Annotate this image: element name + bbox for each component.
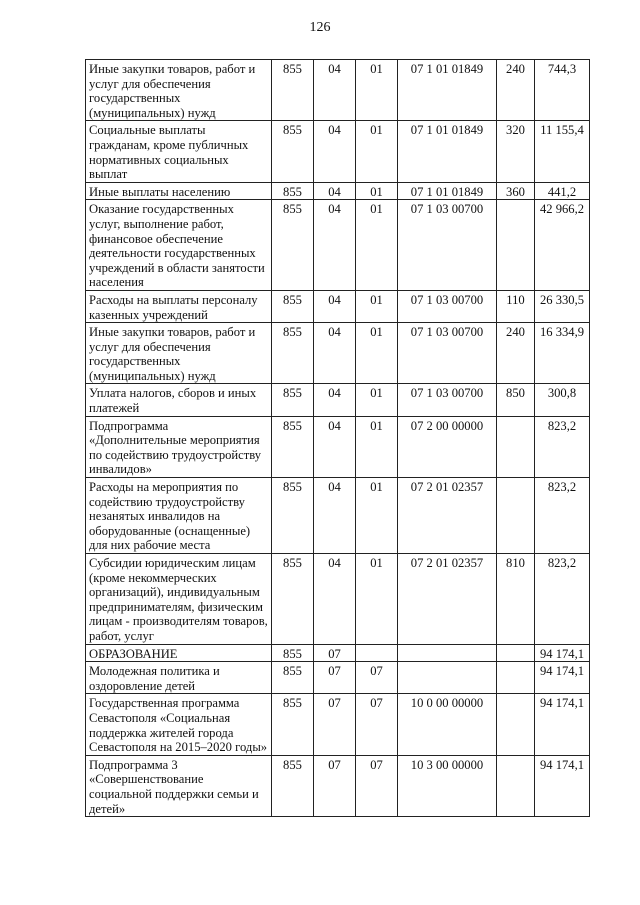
row-gr: 855 [272, 478, 314, 554]
row-gr: 855 [272, 644, 314, 662]
row-rz: 04 [314, 60, 356, 121]
row-name: Оказание государственных услуг, выполнение работ, финансовое обеспечение деятельности государственных учреждений в области занятости населения [86, 200, 272, 291]
row-rz: 04 [314, 478, 356, 554]
table-row [86, 416, 590, 477]
page-number: 126 [309, 20, 331, 35]
row-rz: 04 [314, 182, 356, 200]
row-gr: 855 [272, 384, 314, 416]
row-pr: 07 [356, 662, 398, 694]
row-gr: 855 [272, 755, 314, 816]
row-amount: 94 174,1 [535, 662, 590, 694]
row-amount: 11 155,4 [535, 121, 590, 182]
row-csr: 07 1 03 00700 [398, 384, 497, 416]
row-vr: 810 [497, 554, 535, 645]
row-pr [356, 644, 398, 662]
row-name: Молодежная политика и оздоровление детей [86, 662, 272, 694]
row-pr: 07 [356, 755, 398, 816]
row-pr: 01 [356, 182, 398, 200]
row-rz: 04 [314, 323, 356, 384]
row-name: Государственная программа Севастополя «Социальная поддержка жителей города Севастополя на 2015–2020 годы» [86, 694, 272, 755]
row-vr: 110 [497, 290, 535, 322]
row-gr: 855 [272, 554, 314, 645]
table-row [86, 384, 590, 416]
row-name: ОБРАЗОВАНИЕ [86, 644, 272, 662]
row-name: Расходы на выплаты персоналу казенных учреждений [86, 290, 272, 322]
row-pr: 01 [356, 290, 398, 322]
table-row [86, 200, 590, 291]
row-rz: 07 [314, 755, 356, 816]
row-amount: 441,2 [535, 182, 590, 200]
row-pr: 01 [356, 478, 398, 554]
row-rz: 04 [314, 554, 356, 645]
table-row [86, 694, 590, 755]
row-csr: 07 1 01 01849 [398, 60, 497, 121]
row-name: Подпрограмма «Дополнительные мероприятия по содействию трудоустройству инвалидов» [86, 416, 272, 477]
row-vr: 850 [497, 384, 535, 416]
table-row [86, 478, 590, 554]
row-pr: 01 [356, 554, 398, 645]
table-row [86, 323, 590, 384]
row-rz: 04 [314, 290, 356, 322]
row-csr: 07 2 00 00000 [398, 416, 497, 477]
row-name: Подпрограмма 3 «Совершенствование социальной поддержки семьи и детей» [86, 755, 272, 816]
row-csr: 07 2 01 02357 [398, 554, 497, 645]
table-row [86, 554, 590, 645]
row-amount: 823,2 [535, 478, 590, 554]
row-vr [497, 416, 535, 477]
row-amount: 16 334,9 [535, 323, 590, 384]
row-csr: 07 1 01 01849 [398, 182, 497, 200]
row-amount: 94 174,1 [535, 694, 590, 755]
row-vr: 240 [497, 60, 535, 121]
row-amount: 42 966,2 [535, 200, 590, 291]
row-vr: 320 [497, 121, 535, 182]
row-amount: 823,2 [535, 416, 590, 477]
row-pr: 01 [356, 384, 398, 416]
table-row [86, 644, 590, 662]
table-row [86, 755, 590, 816]
row-name: Иные закупки товаров, работ и услуг для обеспечения государственных (муниципальных) нужд [86, 60, 272, 121]
row-vr [497, 200, 535, 291]
row-pr: 01 [356, 121, 398, 182]
table-row [86, 662, 590, 694]
row-name: Иные закупки товаров, работ и услуг для обеспечения государственных (муниципальных) нужд [86, 323, 272, 384]
row-pr: 01 [356, 416, 398, 477]
row-pr: 07 [356, 694, 398, 755]
row-amount: 823,2 [535, 554, 590, 645]
row-name: Социальные выплаты гражданам, кроме публичных нормативных социальных выплат [86, 121, 272, 182]
row-rz: 07 [314, 694, 356, 755]
row-name: Субсидии юридическим лицам (кроме некоммерческих организаций), индивидуальным предпринимателям, физическим лицам - производителям товаров, работ, услуг [86, 554, 272, 645]
row-vr [497, 478, 535, 554]
row-vr: 360 [497, 182, 535, 200]
row-amount: 744,3 [535, 60, 590, 121]
row-vr: 240 [497, 323, 535, 384]
row-vr [497, 755, 535, 816]
row-gr: 855 [272, 200, 314, 291]
row-gr: 855 [272, 121, 314, 182]
row-rz: 04 [314, 416, 356, 477]
row-pr: 01 [356, 200, 398, 291]
row-name: Расходы на мероприятия по содействию трудоустройству незанятых инвалидов на оборудованные (оснащенные) для них рабочие места [86, 478, 272, 554]
row-csr [398, 662, 497, 694]
row-name: Иные выплаты населению [86, 182, 272, 200]
row-vr [497, 644, 535, 662]
row-csr: 07 1 03 00700 [398, 290, 497, 322]
row-amount: 300,8 [535, 384, 590, 416]
row-rz: 04 [314, 121, 356, 182]
budget-table [85, 59, 590, 817]
table-row [86, 290, 590, 322]
row-csr: 07 1 03 00700 [398, 200, 497, 291]
row-amount: 94 174,1 [535, 755, 590, 816]
row-vr [497, 662, 535, 694]
table-row [86, 182, 590, 200]
row-csr: 07 1 01 01849 [398, 121, 497, 182]
row-csr [398, 644, 497, 662]
row-csr: 10 0 00 00000 [398, 694, 497, 755]
row-csr: 07 2 01 02357 [398, 478, 497, 554]
row-gr: 855 [272, 182, 314, 200]
row-csr: 07 1 03 00700 [398, 323, 497, 384]
row-amount: 26 330,5 [535, 290, 590, 322]
row-rz: 04 [314, 384, 356, 416]
row-amount: 94 174,1 [535, 644, 590, 662]
row-gr: 855 [272, 60, 314, 121]
row-rz: 07 [314, 644, 356, 662]
row-pr: 01 [356, 60, 398, 121]
row-rz: 04 [314, 200, 356, 291]
row-gr: 855 [272, 662, 314, 694]
row-vr [497, 694, 535, 755]
table-row [86, 121, 590, 182]
row-gr: 855 [272, 290, 314, 322]
row-name: Уплата налогов, сборов и иных платежей [86, 384, 272, 416]
row-gr: 855 [272, 416, 314, 477]
table-row [86, 60, 590, 121]
row-csr: 10 3 00 00000 [398, 755, 497, 816]
row-gr: 855 [272, 323, 314, 384]
row-gr: 855 [272, 694, 314, 755]
row-pr: 01 [356, 323, 398, 384]
row-rz: 07 [314, 662, 356, 694]
